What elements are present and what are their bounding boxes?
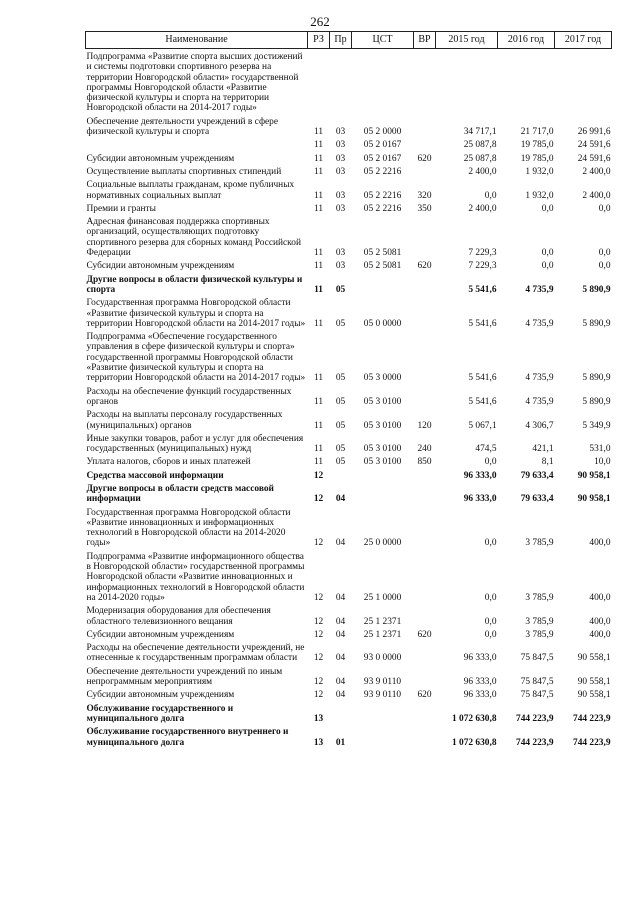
cell-name: Субсидии автономным учреждениям	[86, 629, 235, 640]
cell-rz: 11	[313, 457, 324, 468]
cell-cst: 05 2 2216	[363, 203, 402, 214]
table-row	[86, 640, 612, 664]
table-row	[86, 258, 612, 271]
cell-rz: 11	[313, 318, 324, 329]
cell-y2016: 1 932,0	[525, 190, 554, 201]
header-pr: Пр	[330, 32, 352, 49]
cell-y2017: 90 958,1	[577, 494, 611, 505]
cell-y2017: 531,0	[589, 444, 611, 455]
cell-y2015: 1 072 630,8	[451, 713, 497, 724]
cell-y2015: 2 400,0	[468, 203, 497, 214]
cell-vr	[414, 549, 436, 603]
cell-vr: 620	[417, 690, 432, 701]
cell-name: Другие вопросы в области средств массовой информации	[86, 483, 274, 505]
table-row	[86, 687, 612, 700]
table-row	[86, 431, 612, 455]
cell-vr	[414, 468, 436, 481]
cell-cst	[352, 49, 414, 114]
cell-y2015: 25 087,8	[463, 153, 497, 164]
cell-pr: 04	[335, 494, 346, 505]
cell-rz: 13	[313, 737, 324, 748]
cell-y2016: 19 785,0	[520, 140, 554, 151]
header-rz: РЗ	[308, 32, 330, 49]
cell-name: Расходы на обеспечение деятельности учреждений, не отнесенные к государственным программам области	[86, 643, 305, 664]
cell-pr: 04	[335, 690, 346, 701]
cell-y2015: 96 333,0	[463, 677, 497, 688]
table-body	[86, 49, 612, 748]
page-number: 262	[310, 14, 330, 29]
table-row	[86, 724, 612, 748]
cell-pr: 04	[335, 592, 346, 603]
cell-rz: 11	[314, 284, 323, 295]
cell-name: Государственная программа Новгородской области «Развитие инновационных и информационных технологий в Новгородской области на 2014-2020 годы»	[86, 507, 291, 549]
cell-rz: 12	[313, 629, 324, 640]
cell-vr	[414, 214, 436, 258]
cell-cst: 05 2 2216	[363, 166, 402, 177]
cell-cst: 05 2 5081	[363, 248, 402, 259]
cell-cst: 05 3 0100	[363, 396, 402, 407]
cell-y2016	[498, 49, 555, 114]
table-row	[86, 701, 612, 725]
cell-cst	[352, 701, 414, 725]
cell-y2016: 75 847,5	[520, 677, 554, 688]
budget-table	[85, 31, 612, 748]
header-vr: ВР	[414, 32, 436, 49]
cell-name: Другие вопросы в области физической культуры и спорта	[86, 274, 303, 295]
cell-rz: 11	[313, 396, 324, 407]
cell-cst: 05 2 5081	[363, 261, 402, 272]
cell-pr: 05	[335, 318, 346, 329]
cell-y2017: 400,0	[589, 592, 611, 603]
cell-pr	[330, 468, 352, 481]
cell-y2017: 26 991,6	[577, 127, 611, 138]
cell-y2017: 744 223,9	[573, 737, 611, 748]
cell-y2016: 0,0	[541, 248, 554, 259]
cell-y2017: 90 558,1	[577, 653, 611, 664]
cell-pr: 03	[335, 190, 346, 201]
cell-y2015: 96 333,0	[463, 494, 497, 505]
header-2017: 2017 год	[555, 32, 612, 49]
header-name: Наименование	[86, 32, 308, 49]
cell-cst: 05 3 0100	[363, 420, 402, 431]
cell-name: Обслуживание государственного внутреннего и муниципального долга	[86, 727, 289, 748]
cell-rz: 12	[313, 538, 324, 549]
cell-cst: 05 0 0000	[363, 318, 402, 329]
table-row	[86, 664, 612, 688]
cell-cst: 05 2 0167	[363, 153, 402, 164]
cell-name: Обслуживание государственного и муниципального долга	[86, 703, 234, 724]
table-row	[86, 114, 612, 138]
cell-vr: 240	[417, 444, 432, 455]
cell-name: Иные закупки товаров, работ и услуг для обеспечения государственных (муниципальных) нужд	[86, 433, 304, 455]
cell-pr: 04	[335, 616, 346, 627]
cell-y2015: 0,0	[484, 190, 497, 201]
cell-vr	[414, 505, 436, 549]
cell-y2017: 5 349,9	[582, 420, 611, 431]
cell-y2015: 7 229,3	[468, 261, 497, 272]
cell-y2015: 25 087,8	[463, 140, 497, 151]
table-row	[86, 468, 612, 481]
cell-rz: 11	[313, 248, 324, 259]
cell-cst	[352, 272, 414, 296]
cell-y2015: 1 072 630,8	[451, 737, 497, 748]
cell-y2016: 3 785,9	[525, 538, 554, 549]
cell-y2015: 5 541,6	[468, 396, 497, 407]
cell-name: Государственная программа Новгородской области «Развитие физической культуры и спорта на территории Новгородской области на 2014-2017 годы»	[86, 298, 306, 329]
cell-y2016: 75 847,5	[520, 653, 554, 664]
cell-vr: 620	[417, 153, 432, 164]
cell-cst: 05 3 0100	[363, 444, 402, 455]
cell-y2016: 79 633,4	[520, 494, 554, 505]
cell-y2015	[436, 49, 498, 114]
cell-y2017: 400,0	[589, 538, 611, 549]
table-row	[86, 214, 612, 258]
cell-y2015: 5 067,1	[468, 420, 497, 431]
table-row	[86, 549, 612, 603]
cell-y2017: 0,0	[598, 203, 611, 214]
cell-rz: 11	[313, 203, 324, 214]
cell-y2016: 4 306,7	[525, 420, 554, 431]
cell-y2015: 5 541,6	[468, 318, 497, 329]
cell-y2016: 0,0	[541, 261, 554, 272]
cell-pr: 03	[335, 127, 346, 138]
cell-name: Расходы на выплаты персоналу государственных (муниципальных) органов	[86, 410, 283, 431]
cell-pr: 05	[335, 373, 346, 384]
cell-cst: 25 1 0000	[363, 592, 402, 603]
table-row	[86, 49, 612, 114]
cell-y2015: 0,0	[484, 592, 497, 603]
table-row	[86, 137, 612, 150]
cell-y2016: 19 785,0	[520, 153, 554, 164]
cell-vr: 350	[417, 203, 432, 214]
cell-rz: 12	[313, 470, 324, 481]
cell-vr	[414, 329, 436, 383]
cell-vr	[414, 640, 436, 664]
cell-rz: 13	[313, 713, 324, 724]
table-row	[86, 177, 612, 201]
cell-pr: 05	[335, 396, 346, 407]
cell-cst	[352, 481, 414, 505]
cell-pr: 03	[335, 166, 346, 177]
cell-y2017: 2 400,0	[582, 166, 611, 177]
cell-vr: 620	[417, 261, 432, 272]
table-row	[86, 272, 612, 296]
table-row	[86, 505, 612, 549]
cell-y2017: 5 890,9	[582, 396, 611, 407]
cell-rz: 11	[313, 373, 324, 384]
cell-cst: 25 0 0000	[363, 538, 402, 549]
cell-pr: 03	[335, 261, 346, 272]
table-row	[86, 151, 612, 164]
cell-pr: 04	[335, 677, 346, 688]
cell-y2017	[555, 49, 612, 114]
table-row	[86, 481, 612, 505]
cell-cst: 93 9 0110	[363, 677, 402, 688]
cell-pr: 04	[335, 629, 346, 640]
cell-y2016: 3 785,9	[525, 616, 554, 627]
cell-y2016: 1 932,0	[525, 166, 554, 177]
cell-vr	[414, 481, 436, 505]
cell-y2016: 79 633,4	[520, 470, 554, 481]
cell-y2015: 0,0	[484, 538, 497, 549]
cell-pr: 05	[335, 284, 346, 295]
cell-name: Средства массовой информации	[86, 470, 224, 481]
table-row	[86, 407, 612, 431]
cell-vr	[414, 664, 436, 688]
cell-name: Обеспечение деятельности учреждений по иным непрограммным мероприятиям	[86, 666, 283, 688]
cell-pr: 05	[335, 420, 346, 431]
cell-cst: 05 3 0100	[363, 457, 402, 468]
cell-y2017: 400,0	[589, 629, 611, 640]
cell-y2016: 4 735,9	[525, 318, 554, 329]
cell-name: Субсидии автономным учреждениям	[86, 690, 235, 701]
cell-vr	[414, 272, 436, 296]
cell-y2015: 2 400,0	[468, 166, 497, 177]
header-cst: ЦСТ	[352, 32, 414, 49]
table-row	[86, 603, 612, 627]
cell-y2015: 96 333,0	[463, 470, 497, 481]
cell-y2017: 2 400,0	[582, 190, 611, 201]
cell-vr: 120	[417, 420, 432, 431]
cell-y2017: 5 890,9	[582, 318, 611, 329]
cell-rz: 11	[313, 261, 324, 272]
cell-vr	[414, 295, 436, 329]
cell-pr: 03	[335, 203, 346, 214]
cell-vr: 320	[417, 190, 432, 201]
cell-cst: 93 9 0110	[363, 690, 402, 701]
cell-name: Уплата налогов, сборов и иных платежей	[86, 457, 251, 468]
cell-cst	[352, 468, 414, 481]
cell-pr: 05	[335, 444, 346, 455]
cell-vr	[414, 137, 436, 150]
cell-y2017: 5 890,9	[582, 284, 611, 295]
cell-rz: 11	[313, 153, 324, 164]
cell-name: Осуществление выплаты спортивных стипендий	[86, 166, 282, 177]
table-row	[86, 201, 612, 214]
cell-name: Адресная финансовая поддержка спортивных организаций, осуществляющих подготовку спортивного резерва для сборных команд Российской Федерации	[86, 217, 301, 259]
cell-pr: 03	[335, 140, 346, 151]
cell-y2015: 96 333,0	[463, 690, 497, 701]
cell-name: Подпрограмма «Обеспечение государственного управления в сфере физической культуры и спорта» государственной программы Новгородской области «Развитие физической культуры и спорта на территории Новгородской области на 2014-2017 годы»	[86, 332, 306, 384]
cell-rz: 12	[313, 616, 324, 627]
cell-name: Расходы на обеспечение функций государственных органов	[86, 386, 292, 407]
cell-y2017: 400,0	[589, 616, 611, 627]
cell-cst	[352, 724, 414, 748]
cell-y2016: 4 735,9	[525, 373, 554, 384]
cell-y2016: 8,1	[541, 457, 554, 468]
table-row	[86, 295, 612, 329]
cell-y2017: 5 890,9	[582, 373, 611, 384]
table-row	[86, 627, 612, 640]
cell-y2015: 474,5	[475, 444, 497, 455]
cell-y2015: 5 541,6	[468, 284, 497, 295]
cell-y2017: 24 591,6	[577, 140, 611, 151]
cell-y2017: 0,0	[598, 261, 611, 272]
table-row	[86, 164, 612, 177]
cell-vr	[414, 114, 436, 138]
cell-y2017: 24 591,6	[577, 153, 611, 164]
cell-y2016: 3 785,9	[525, 592, 554, 603]
cell-pr: 04	[335, 653, 346, 664]
cell-rz: 11	[313, 140, 324, 151]
cell-vr	[414, 49, 436, 114]
cell-y2016: 75 847,5	[520, 690, 554, 701]
cell-pr: 05	[335, 457, 346, 468]
cell-y2016: 4 735,9	[525, 396, 554, 407]
cell-cst: 25 1 2371	[363, 629, 402, 640]
cell-cst: 93 0 0000	[363, 653, 402, 664]
cell-vr	[414, 384, 436, 408]
cell-name: Субсидии автономным учреждениям	[86, 153, 235, 164]
cell-cst: 05 2 0167	[363, 140, 402, 151]
cell-cst: 05 2 0000	[363, 127, 402, 138]
cell-rz: 11	[313, 444, 324, 455]
cell-y2016: 421,1	[532, 444, 554, 455]
table-row	[86, 454, 612, 467]
cell-y2016: 4 735,9	[525, 284, 554, 295]
cell-y2015: 0,0	[484, 457, 497, 468]
cell-y2017: 0,0	[598, 248, 611, 259]
cell-vr	[414, 724, 436, 748]
cell-y2017: 90 558,1	[577, 677, 611, 688]
cell-y2015: 34 717,1	[463, 127, 497, 138]
cell-y2017: 90 558,1	[577, 690, 611, 701]
cell-pr	[330, 49, 352, 114]
cell-vr	[414, 603, 436, 627]
cell-rz: 12	[313, 653, 324, 664]
cell-rz: 11	[313, 420, 324, 431]
cell-name: Модернизация оборудования для обеспечения областного телевизионного вещания	[86, 606, 271, 627]
cell-pr: 01	[335, 737, 346, 748]
table-row	[86, 329, 612, 383]
cell-y2016: 3 785,9	[525, 629, 554, 640]
cell-rz	[308, 49, 330, 114]
cell-y2016: 0,0	[541, 203, 554, 214]
cell-cst: 25 1 2371	[363, 616, 402, 627]
cell-pr: 03	[335, 248, 346, 259]
cell-cst: 05 3 0000	[363, 373, 402, 384]
cell-name: Премии и гранты	[86, 203, 156, 214]
cell-y2016: 744 223,9	[516, 713, 554, 724]
cell-y2015: 96 333,0	[463, 653, 497, 664]
cell-name: Субсидии автономным учреждениям	[86, 261, 235, 272]
cell-y2017: 744 223,9	[573, 713, 611, 724]
cell-y2015: 0,0	[484, 629, 497, 640]
header-2015: 2015 год	[436, 32, 498, 49]
cell-pr: 04	[335, 538, 346, 549]
cell-name	[86, 137, 308, 150]
cell-y2015: 7 229,3	[468, 248, 497, 259]
cell-name: Обеспечение деятельности учреждений в сфере физической культуры и спорта	[86, 116, 279, 138]
table-header-row	[86, 32, 612, 49]
cell-name: Подпрограмма «Развитие информационного общества в Новгородской области» государственной программы Новгородской области «Развитие инновационных и информационных технологий в Новгородской области на 2014-2020 годы»	[86, 551, 305, 603]
cell-vr	[414, 164, 436, 177]
cell-y2017: 90 958,1	[577, 470, 611, 481]
cell-rz: 12	[313, 592, 324, 603]
cell-y2017: 10,0	[594, 457, 611, 468]
cell-rz: 12	[313, 690, 324, 701]
header-2016: 2016 год	[498, 32, 555, 49]
cell-y2015: 0,0	[484, 616, 497, 627]
cell-vr	[414, 701, 436, 725]
cell-rz: 11	[313, 166, 324, 177]
cell-cst: 05 2 2216	[363, 190, 402, 201]
cell-rz: 12	[313, 677, 324, 688]
cell-rz: 11	[313, 127, 324, 138]
cell-y2015: 5 541,6	[468, 373, 497, 384]
cell-vr: 620	[417, 629, 432, 640]
cell-name: Подпрограмма «Развитие спорта высших достижений и системы подготовки спортивного резерва на территории Новгородской области» государственной программы Новгородской области «Развитие физической культуры и спорта на территории Новгородской области на 2014-2017 годы»	[86, 52, 303, 114]
cell-pr: 03	[335, 153, 346, 164]
cell-rz: 11	[313, 190, 324, 201]
cell-rz: 12	[313, 494, 324, 505]
table-row	[86, 384, 612, 408]
cell-y2016: 21 717,0	[520, 127, 554, 138]
cell-y2016: 744 223,9	[516, 737, 554, 748]
cell-vr: 850	[417, 457, 432, 468]
cell-name: Социальные выплаты гражданам, кроме публичных нормативных социальных выплат	[86, 180, 295, 201]
cell-pr	[330, 701, 352, 725]
